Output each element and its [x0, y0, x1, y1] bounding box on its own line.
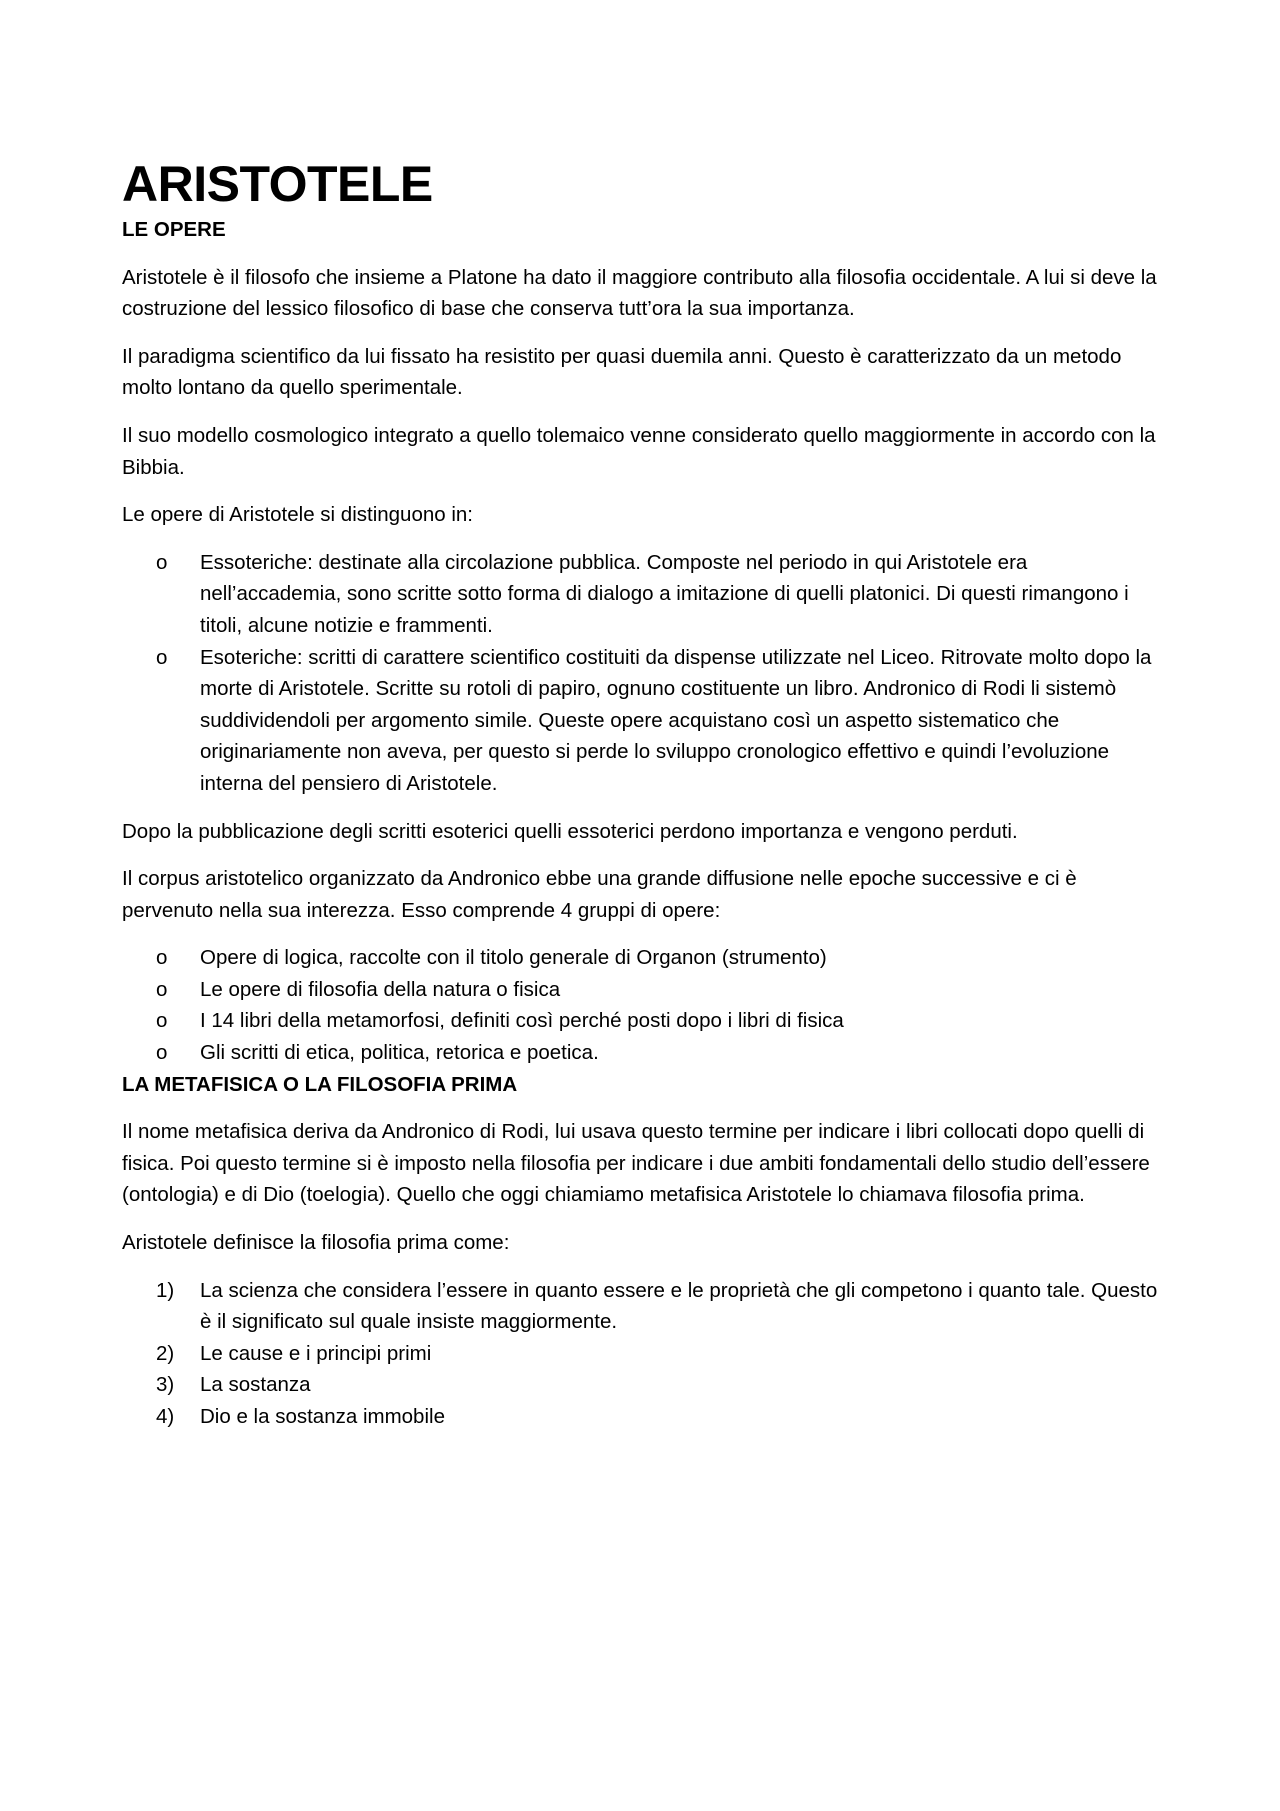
number-marker: 2): [156, 1341, 175, 1365]
list-item: [156, 942, 1162, 974]
list-item-text: Essoteriche: destinate alla circolazione pubblica. Composte nel periodo in qui Aristotele era nell’accademia, sono scritte sotto forma di dialogo a imitazione di quelli platonici. Di questi rimangono i titoli, alcune notizie e frammenti.: [200, 550, 1129, 637]
bullet-marker: o: [156, 1041, 168, 1065]
document-page: [122, 154, 1162, 1433]
list-item: [156, 1005, 1162, 1037]
corpus-groups-list: [122, 942, 1162, 1068]
list-item-text: Opere di logica, raccolte con il titolo generale di Organon (strumento): [200, 946, 827, 970]
list-item: [156, 547, 1162, 642]
paragraph: Il nome metafisica deriva da Andronico di Rodi, lui usava questo termine per indicare i libri collocati dopo quelli di fisica. Poi questo termine si è imposto nella filosofia per indicare i due ambiti fondamentali dello studio dell’essere (ontologia) e di Dio (toelogia). Quello che oggi chiamiamo metafisica Aristotele lo chiamava filosofia prima.: [122, 1120, 1150, 1207]
works-types-list: [122, 547, 1162, 800]
number-marker: 3): [156, 1373, 175, 1397]
list-item: [156, 642, 1162, 800]
list-item: [156, 1338, 1162, 1370]
paragraph: Il suo modello cosmologico integrato a quello tolemaico venne considerato quello maggiormente in accordo con la Bibbia.: [122, 423, 1156, 479]
bullet-marker: o: [156, 946, 168, 970]
list-item: [156, 1275, 1162, 1338]
list-item: [156, 974, 1162, 1006]
section-heading-metafisica: LA METAFISICA O LA FILOSOFIA PRIMA: [122, 1072, 518, 1096]
paragraph: Aristotele definisce la filosofia prima come:: [122, 1231, 510, 1255]
list-item-text: Dio e la sostanza immobile: [200, 1405, 445, 1428]
bullet-marker: o: [156, 1009, 168, 1033]
section-heading-le-opere: LE OPERE: [122, 218, 226, 241]
paragraph: Le opere di Aristotele si distinguono in:: [122, 503, 474, 527]
list-item: [156, 1369, 1162, 1401]
list-item-text: Le opere di filosofia della natura o fisica: [200, 977, 561, 1001]
list-item-text: Le cause e i principi primi: [200, 1341, 432, 1365]
bullet-marker: o: [156, 645, 168, 669]
paragraph: Dopo la pubblicazione degli scritti esoterici quelli essoterici perdono importanza e vengono perduti.: [122, 819, 1018, 843]
bullet-marker: o: [156, 977, 168, 1001]
paragraph: Il paradigma scientifico da lui fissato ha resistito per quasi duemila anni. Questo è caratterizzato da un metodo molto lontano da quello sperimentale.: [122, 344, 1122, 400]
paragraph: Aristotele è il filosofo che insieme a Platone ha dato il maggiore contributo alla filosofia occidentale. A lui si deve la costruzione del lessico filosofico di base che conserva tutt’ora la sua importanza.: [122, 265, 1157, 321]
list-item-text: La scienza che considera l’essere in quanto essere e le proprietà che gli competono i quanto tale. Questo è il significato sul quale insiste maggiormente.: [200, 1278, 1158, 1334]
list-item-text: I 14 libri della metamorfosi, definiti così perché posti dopo i libri di fisica: [200, 1009, 844, 1033]
number-marker: 4): [156, 1405, 175, 1428]
list-item-text: La sostanza: [200, 1373, 311, 1397]
list-item-text: Gli scritti di etica, politica, retorica e poetica.: [200, 1041, 599, 1065]
document-title: ARISTOTELE: [122, 156, 433, 212]
list-item: [156, 1401, 1162, 1433]
list-item: [156, 1037, 1162, 1069]
paragraph: Il corpus aristotelico organizzato da Andronico ebbe una grande diffusione nelle epoche successive e ci è pervenuto nella sua interezza. Esso comprende 4 gruppi di opere:: [122, 867, 1077, 922]
list-item-text: Esoteriche: scritti di carattere scientifico costituiti da dispense utilizzate nel Liceo. Ritrovate molto dopo la morte di Aristotele. Scritte su rotoli di papiro, ognuno costituente un libro. Andronico di Rodi li sistemò suddividendoli per argomento simile. Queste opere acquistano così un aspetto sistematico che originariamente non aveva, per questo si perde lo sviluppo cronologico effettivo e quindi l’evoluzione interna del pensiero di Aristotele.: [200, 645, 1152, 795]
number-marker: 1): [156, 1278, 175, 1302]
filosofia-prima-list: [122, 1275, 1162, 1433]
bullet-marker: o: [156, 550, 168, 574]
